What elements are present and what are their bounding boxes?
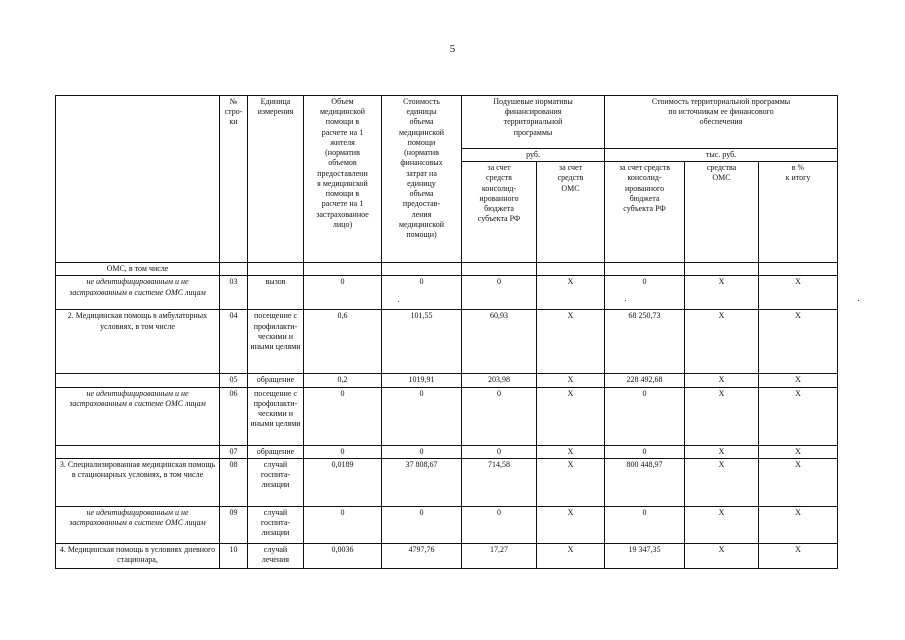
row-cost: 101,55 [382,310,462,374]
row-total-oms [685,263,759,276]
header-volume: Объем медицинской помощи в расчете на 1 жителя (норматив объемов предоставлени я медицинской помощи в расчете на 1 застрахованное лицо) [304,96,382,263]
row-unit: посещение с профилакти-ческими и иными целями [248,387,304,445]
header-row-1 [56,96,838,149]
row-per-capita-oms: Х [537,310,605,374]
row-unit: случай лечения [248,543,304,568]
row-total-oms: Х [685,310,759,374]
row-total-budget: 800 448,97 [605,458,685,506]
row-per-capita-oms: Х [537,374,605,387]
row-per-capita-oms: Х [537,506,605,543]
row-total-budget: 0 [605,387,685,445]
row-total-budget: 0 [605,445,685,458]
header-total-pct: в % к итогу [759,162,838,263]
row-total-pct: Х [759,445,838,458]
row-name: не идентифицированным и не застрахованным в системе ОМС лицам [56,506,220,543]
table-row [56,458,838,506]
header-row-number: № стро- ки [220,96,248,263]
row-total-pct: Х [759,387,838,445]
row-unit: вызов [248,276,304,310]
row-per-capita-oms: Х [537,543,605,568]
row-per-capita-oms: Х [537,445,605,458]
row-per-capita-budget: 0 [462,387,537,445]
row-total-pct: Х [759,310,838,374]
header-per-capita: Подушевые нормативы финансирования территориальной программы [462,96,605,149]
row-unit [248,263,304,276]
table-row [56,387,838,445]
row-total-oms: Х [685,458,759,506]
row-name: 3. Специализированная медицинская помощь в стационарных условиях, в том числе [56,458,220,506]
row-per-capita-budget: 0 [462,276,537,310]
header-total-budget: за счет средств консолид- ированного бюджета субъекта РФ [605,162,685,263]
row-total-budget: 228 492,68 [605,374,685,387]
row-unit: случай госпита-лизации [248,506,304,543]
row-total-budget [605,263,685,276]
row-unit: обращение [248,374,304,387]
row-unit: посещение с профилакти-ческими и иными целями [248,310,304,374]
row-cost: 0 [382,387,462,445]
row-per-capita-budget: 0 [462,445,537,458]
row-per-capita-budget [462,263,537,276]
row-total-budget: 19 347,35 [605,543,685,568]
row-total-pct: Х [759,543,838,568]
row-unit: случай госпита-лизации [248,458,304,506]
financing-table [55,95,838,569]
table-row [56,374,838,387]
row-number: 04 [220,310,248,374]
row-per-capita-budget: 0 [462,506,537,543]
row-cost: 4797,76 [382,543,462,568]
row-number [220,263,248,276]
row-per-capita-budget: 17,27 [462,543,537,568]
header-per-capita-budget: за счет средств консолид- ированного бюджета субъекта РФ [462,162,537,263]
page-number: 5 [449,43,456,55]
header-per-capita-oms: за счет средств ОМС [537,162,605,263]
row-name [56,445,220,458]
row-cost: 0 [382,445,462,458]
row-volume [304,263,382,276]
header-unit: Единица измерения [248,96,304,263]
row-cost: 0 [382,276,462,310]
row-cost: 1019,91 [382,374,462,387]
scan-speck [398,301,399,302]
row-name: 4. Медицинская помощь в условиях дневного стационара, [56,543,220,568]
row-total-pct: Х [759,276,838,310]
row-total-pct: Х [759,374,838,387]
row-total-oms: Х [685,543,759,568]
header-total-unit: тыс. руб. [605,149,838,162]
row-cost: 0 [382,506,462,543]
row-volume: 0,0189 [304,458,382,506]
row-number: 08 [220,458,248,506]
row-per-capita-budget: 60,93 [462,310,537,374]
row-number: 09 [220,506,248,543]
row-name: ОМС, в том числе [56,263,220,276]
row-name: 2. Медицинская помощь в амбулаторных условиях, в том числе [56,310,220,374]
header-cost: Стоимость единицы объема медицинской помощи (норматив финансовых затрат на единицу объема предостав- ления медицинской помощи) [382,96,462,263]
row-name [56,374,220,387]
row-number: 05 [220,374,248,387]
table-row [56,543,838,568]
row-volume: 0 [304,445,382,458]
row-per-capita-oms: Х [537,458,605,506]
header-name-cell [56,96,220,263]
row-per-capita-oms: Х [537,387,605,445]
table-row [56,445,838,458]
row-total-budget: 0 [605,276,685,310]
row-cost [382,263,462,276]
row-total-budget: 68 250,73 [605,310,685,374]
row-volume: 0,6 [304,310,382,374]
row-number: 10 [220,543,248,568]
table-row [56,310,838,374]
row-volume: 0 [304,506,382,543]
row-total-oms: Х [685,506,759,543]
row-total-oms: Х [685,387,759,445]
row-total-oms: Х [685,445,759,458]
row-total-pct: Х [759,458,838,506]
table-row [56,276,838,310]
row-number: 06 [220,387,248,445]
row-cost: 37 808,67 [382,458,462,506]
row-total-oms: Х [685,276,759,310]
row-volume: 0 [304,387,382,445]
header-total: Стоимость территориальной программы по источникам ее финансового обеспечения [605,96,838,149]
table-row [56,506,838,543]
row-volume: 0 [304,276,382,310]
row-total-budget: 0 [605,506,685,543]
row-per-capita-budget: 714,58 [462,458,537,506]
row-per-capita-oms: Х [537,276,605,310]
row-per-capita-oms [537,263,605,276]
row-total-pct: Х [759,506,838,543]
table-row [56,263,838,276]
row-number: 07 [220,445,248,458]
row-total-pct [759,263,838,276]
row-total-oms: Х [685,374,759,387]
header-per-capita-unit: руб. [462,149,605,162]
row-name: не идентифицированным и не застрахованным в системе ОМС лицам [56,276,220,310]
scan-speck [625,300,626,301]
row-number: 03 [220,276,248,310]
row-name: не идентифицированным и не застрахованным в системе ОМС лицам [56,387,220,445]
row-unit: обращение [248,445,304,458]
row-per-capita-budget: 203,98 [462,374,537,387]
row-volume: 0,2 [304,374,382,387]
scan-speck [858,300,859,301]
row-volume: 0,0036 [304,543,382,568]
header-total-oms: средства ОМС [685,162,759,263]
